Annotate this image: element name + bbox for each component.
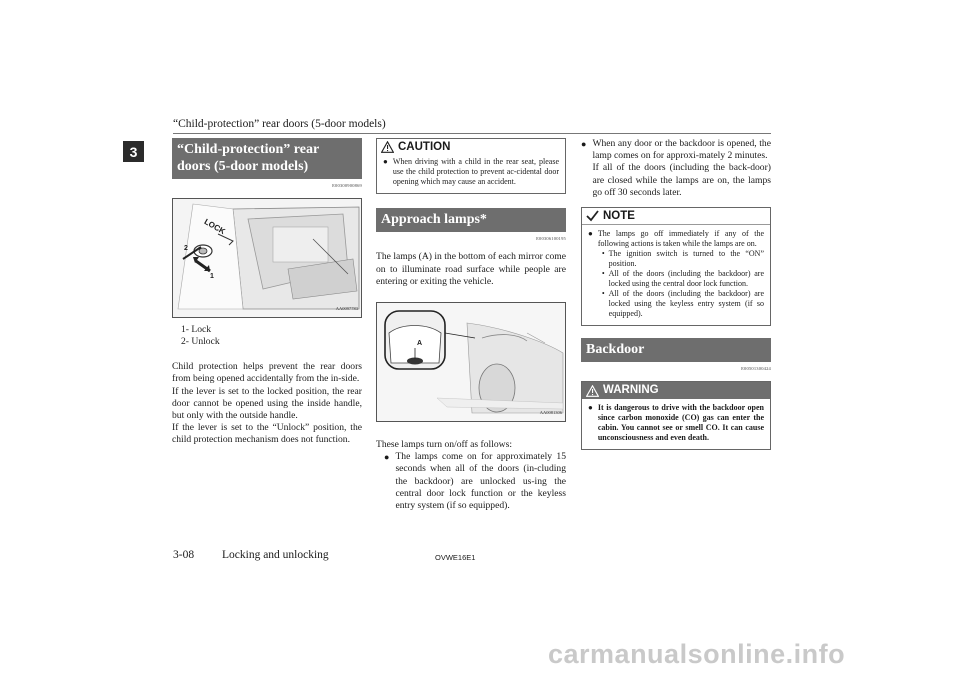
bullet-continuation: If all of the doors (including the back-door) are closed while the lamps are on, the lamps go off 30 seconds later.: [592, 162, 771, 198]
mirror-lamp-figure: [376, 302, 566, 422]
section-heading-backdoor: Backdoor: [581, 338, 771, 362]
page-number: 3-08: [173, 549, 195, 561]
running-header: “Child-protection” rear doors (5-door models): [173, 118, 386, 130]
child-lock-figure: [172, 198, 362, 318]
chapter-tab: 3: [123, 141, 144, 162]
warning-title: WARNING: [603, 384, 659, 397]
figure-code: AA0097783: [335, 306, 358, 311]
lamps-bullet: ● The lamps come on for approximately 15 seconds when all of the doors (in-cluding the backdoor) are unlocked us-ing the central door lock function or the keyless entry system (if so equipped).: [384, 451, 566, 512]
note-subitem: • All of the doors (including the backdoor) are locked using the central door lock function.: [601, 269, 764, 289]
section-code: E00306100195: [536, 236, 566, 242]
bullet-icon: ●: [383, 157, 388, 167]
note-title: NOTE: [603, 210, 635, 223]
legend-item-lock: 1- Lock: [181, 324, 212, 336]
bullet-icon: •: [601, 269, 605, 279]
section-code: E00300900869: [332, 183, 362, 188]
bullet-icon: ●: [384, 452, 390, 463]
bullet-icon: ●: [581, 139, 587, 149]
legend-item-unlock: 2- Unlock: [181, 336, 220, 348]
warning-item: ● It is dangerous to drive with the backdoor open since carbon monoxide (CO) gas can enter the cabin. You cannot see or smell CO. It can cause unconsciousness and even death.: [588, 402, 764, 442]
figure-callout-2: 2: [184, 245, 188, 253]
bullet-icon: •: [601, 289, 605, 299]
child-protection-text: [172, 361, 362, 446]
bullet-icon: ●: [588, 229, 593, 239]
footer-section: Locking and unlocking: [222, 549, 329, 561]
header-rule: [173, 133, 771, 134]
paragraph: If the lever is set to the “Unlock” position, the child protection mechanism does not function.: [172, 422, 362, 446]
column-2: [376, 138, 566, 512]
paragraph: Child protection helps prevent the rear doors from being opened accidentally from the in-side.: [172, 361, 362, 385]
section-heading-approach-lamps: Approach lamps*: [376, 208, 566, 232]
note-box: [581, 207, 771, 326]
section-heading-child-protection: “Child-protection” rear doors (5-door models): [172, 138, 362, 179]
note-header: [582, 208, 770, 225]
bullet-icon: •: [601, 249, 605, 259]
watermark: carmanualsonline.info: [548, 639, 846, 669]
caution-header: [377, 139, 565, 155]
figure-code: AA0081306: [539, 409, 562, 415]
caution-box: [376, 138, 566, 194]
note-subitem: • The ignition switch is turned to the “ON” position.: [601, 249, 764, 269]
figure-callout-a: A: [417, 340, 423, 348]
bullet-icon: ●: [588, 402, 593, 412]
lamps-onoff-intro: These lamps turn on/off as follows:: [376, 439, 512, 451]
child-lock-illustration: [173, 199, 361, 317]
approach-lamps-intro: The lamps (A) in the bottom of each mirror come on to illuminate road surface while people are entering or exiting the vehicle.: [376, 251, 566, 287]
section-code: E00501300424: [741, 366, 771, 372]
column-3: [581, 138, 771, 450]
figure-legend: [181, 324, 362, 348]
caution-item: ● When driving with a child in the rear seat, please use the child protection to prevent ac-cidental door opening which may cause an accident.: [383, 157, 559, 187]
caution-title: CAUTION: [398, 141, 451, 153]
warning-triangle-icon: [586, 385, 599, 397]
column-1: [172, 138, 362, 447]
mirror-lamp-illustration: [377, 303, 565, 421]
lamps-bullet: ● When any door or the backdoor is opened, the lamp comes on for approxi-mately 2 minutes. If all of the doors (including the back-door) are closed while the lamps are on, the lamps go off 30 seconds later.: [581, 138, 771, 198]
warning-header: [582, 382, 770, 398]
warning-box: [581, 381, 771, 449]
note-check-icon: [586, 210, 599, 222]
note-subitem: • All of the doors (including the backdoor) are locked using the keyless entry system (if so equipped).: [601, 289, 764, 319]
footer-code: OVWE16E1: [435, 553, 476, 562]
figure-lock-label: LOCK: [202, 217, 227, 237]
figure-callout-1: 1: [210, 273, 214, 281]
paragraph: If the lever is set to the locked position, the rear door cannot be opened using the inside handle, but only with the outside handle.: [172, 385, 362, 422]
warning-triangle-icon: [381, 141, 394, 153]
note-item: ● The lamps go off immediately if any of the following actions is taken while the lamps are on. • The ignition switch is turned to the “ON” position. • All of the doors (including the backdoor) are locked using the central door lock function. • All of the doors (including the backdoor) are locked using the keyless entry system (if so equipped).: [588, 229, 764, 319]
